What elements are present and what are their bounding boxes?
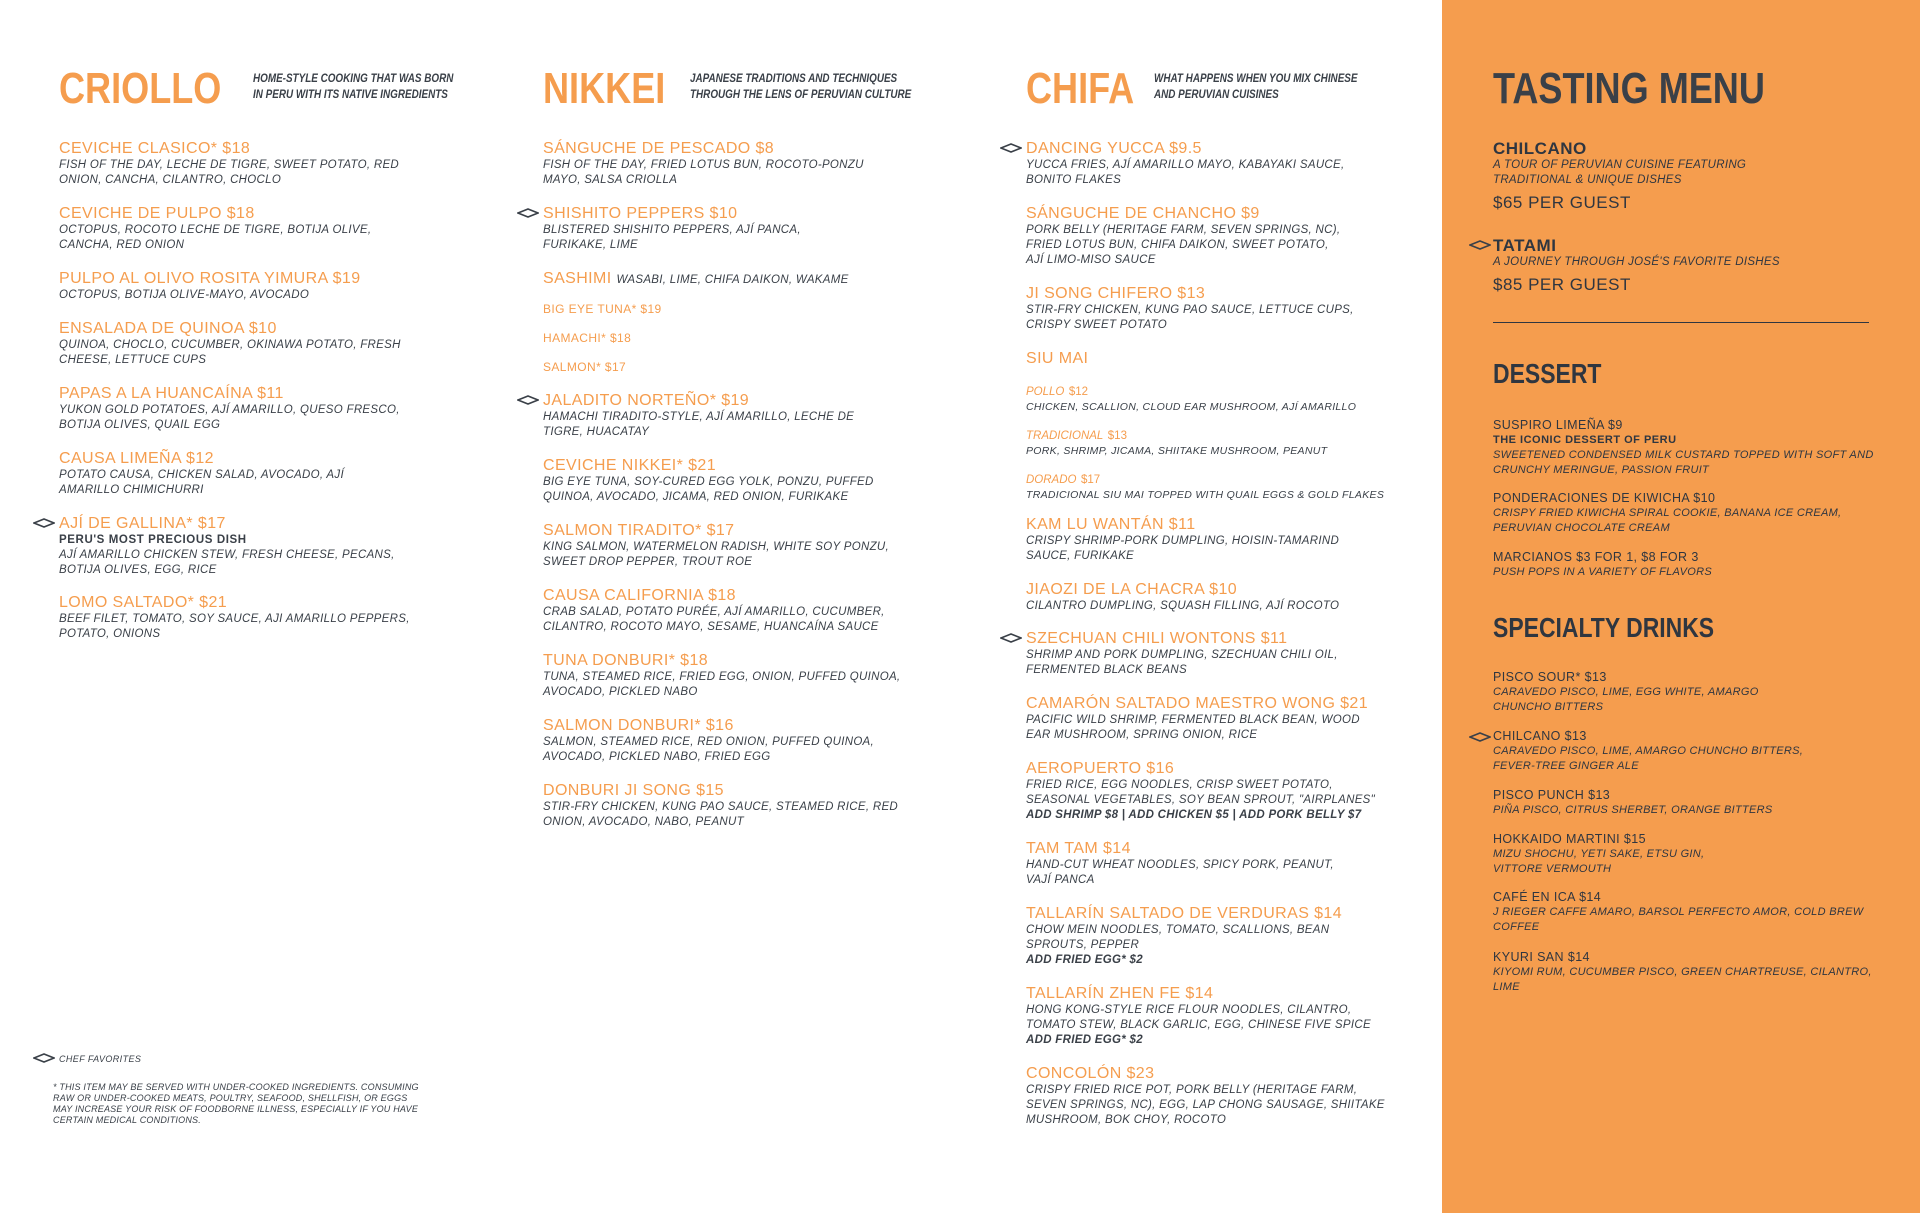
chef-favorite-icon xyxy=(1469,240,1491,250)
tasting-title: TASTING MENU xyxy=(1493,64,1765,113)
menu-item: PAPAS A LA HUANCAÍNA $11 YUKON GOLD POTATOES, AJÍ AMARILLO, QUESO FRESCO, BOTIJA OLIVES, QUAIL EGG xyxy=(59,385,400,431)
chef-favorite-icon xyxy=(1000,633,1022,643)
tasting-panel xyxy=(1442,0,1920,1213)
chef-favorite-icon xyxy=(517,208,539,218)
tasting-item: TATAMI A JOURNEY THROUGH JOSÉ'S FAVORITE DISHES $85 PER GUEST xyxy=(1493,237,1893,296)
menu-item: CAUSA LIMEÑA $12 POTATO CAUSA, CHICKEN SALAD, AVOCADO, AJÍ AMARILLO CHIMICHURRI xyxy=(59,450,344,496)
menu-item: DONBURI JI SONG $15 STIR-FRY CHICKEN, KUNG PAO SAUCE, STEAMED RICE, RED ONION, AVOCADO, NABO, PEANUT xyxy=(543,782,899,828)
menu-item: CEVICHE DE PULPO $18 OCTOPUS, ROCOTO LECHE DE TIGRE, BOTIJA OLIVE, CANCHA, RED ONION xyxy=(59,205,372,251)
drinks-title: SPECIALTY DRINKS xyxy=(1493,612,1715,643)
menu-item: TUNA DONBURI* $18 TUNA, STEAMED RICE, FRIED EGG, ONION, PUFFED QUINOA, AVOCADO, PICKLED NABO xyxy=(543,652,901,698)
disclaimer: * THIS ITEM MAY BE SERVED WITH UNDER-COOKED INGREDIENTS. CONSUMING RAW OR UNDER-COOKED MEATS, POULTRY, SEAFOOD, SHELLFISH, OR EGGS MAY INCREASE YOUR RISK OF FOODBORNE ILLNESS, ESPECIALLY IF YOU HAVE CERTAIN MEDICAL CONDITIONS. xyxy=(53,1082,419,1125)
chef-favorite-icon xyxy=(33,1053,55,1063)
dessert-item: MARCIANOS $3 FOR 1, $8 FOR 3 PUSH POPS IN A VARIETY OF FLAVORS xyxy=(1493,550,1712,578)
menu-item: CAMARÓN SALTADO MAESTRO WONG $21 PACIFIC WILD SHRIMP, FERMENTED BLACK BEAN, WOOD EAR MUSHROOM, SPRING ONION, RICE xyxy=(1026,695,1369,741)
criollo-header xyxy=(59,63,486,115)
drink-item: KYURI SAN $14 KIYOMI RUM, CUCUMBER PISCO, GREEN CHARTREUSE, CILANTRO, LIME xyxy=(1493,950,1872,993)
criollo-title: CRIOLLO xyxy=(59,64,222,113)
dessert-item: SUSPIRO LIMEÑA $9 THE ICONIC DESSERT OF PERU SWEETENED CONDENSED MILK CUSTARD TOPPED WITH SOFT AND CRUNCHY MERINGUE, PASSION FRUIT xyxy=(1493,418,1874,476)
menu-item: JIAOZI DE LA CHACRA $10 CILANTRO DUMPLING, SQUASH FILLING, AJÍ ROCOTO xyxy=(1026,581,1340,612)
nikkei-subtitle: JAPANESE TRADITIONS AND TECHNIQUES THROUGH THE LENS OF PERUVIAN CULTURE xyxy=(690,73,912,101)
tasting-item: CHILCANO A TOUR OF PERUVIAN CUISINE FEATURING TRADITIONAL & UNIQUE DISHES $65 PER GUEST xyxy=(1493,139,1747,212)
menu-item: CEVICHE CLASICO* $18 FISH OF THE DAY, LECHE DE TIGRE, SWEET POTATO, RED ONION, CANCHA, CILANTRO, CHOCLO xyxy=(59,140,400,186)
menu-item: TRADICIONAL $13 PORK, SHRIMP, JICAMA, SHIITAKE MUSHROOM, PEANUT xyxy=(1026,430,1328,457)
menu-item: SASHIMI WASABI, LIME, CHIFA DAIKON, WAKAME xyxy=(543,270,849,287)
chifa-header xyxy=(1026,63,1391,115)
chef-favorite-icon xyxy=(1000,143,1022,153)
menu-item: DORADO $17 TRADICIONAL SIU MAI TOPPED WITH QUAIL EGGS & GOLD FLAKES xyxy=(1026,474,1385,501)
menu-item: TAM TAM $14 HAND-CUT WHEAT NOODLES, SPICY PORK, PEANUT, VAJÍ PANCA xyxy=(1026,840,1334,886)
menu-item: JI SONG CHIFERO $13 STIR-FRY CHICKEN, KUNG PAO SAUCE, LETTUCE CUPS, CRISPY SWEET POTATO xyxy=(1026,285,1354,331)
menu-item: SIU MAI xyxy=(1026,350,1089,367)
menu-item: SZECHUAN CHILI WONTONS $11 SHRIMP AND PORK DUMPLING, SZECHUAN CHILI OIL, FERMENTED BLACK BEANS xyxy=(1026,630,1416,678)
chifa-subtitle: WHAT HAPPENS WHEN YOU MIX CHINESE AND PERUVIAN CUISINES xyxy=(1154,73,1358,101)
menu-item: SALMON TIRADITO* $17 KING SALMON, WATERMELON RADISH, WHITE SOY PONZU, SWEET DROP PEPPER, TROUT ROE xyxy=(543,522,890,568)
menu-item: TALLARÍN SALTADO DE VERDURAS $14 CHOW MEIN NOODLES, TOMATO, SCALLIONS, BEAN SPROUTS, PEPPER ADD FRIED EGG* $2 xyxy=(1026,905,1343,966)
menu-item: TALLARÍN ZHEN FE $14 HONG KONG-STYLE RICE FLOUR NOODLES, CILANTRO, TOMATO STEW, BLACK GARLIC, EGG, CHINESE FIVE SPICE ADD FRIED EGG* $2 xyxy=(1026,985,1371,1046)
menu-item: SALMON* $17 xyxy=(543,360,627,374)
legend: CHEF FAVORITES xyxy=(59,1054,141,1064)
drink-item: PISCO SOUR* $13 CARAVEDO PISCO, LIME, EGG WHITE, AMARGO CHUNCHO BITTERS xyxy=(1493,670,1759,713)
panel-divider xyxy=(1493,322,1869,323)
menu-item: ENSALADA DE QUINOA $10 QUINOA, CHOCLO, CUCUMBER, OKINAWA POTATO, FRESH CHEESE, LETTUCE CUPS xyxy=(59,320,401,366)
menu-item: CEVICHE NIKKEI* $21 BIG EYE TUNA, SOY-CURED EGG YOLK, PONZU, PUFFED QUINOA, AVOCADO, JICAMA, RED ONION, FURIKAKE xyxy=(543,457,874,503)
criollo-subtitle: HOME-STYLE COOKING THAT WAS BORN IN PERU WITH ITS NATIVE INGREDIENTS xyxy=(252,73,454,101)
chef-favorite-icon xyxy=(33,518,55,528)
menu-item: LOMO SALTADO* $21 BEEF FILET, TOMATO, SOY SAUCE, AJI AMARILLO PEPPERS, POTATO, ONIONS xyxy=(59,594,410,640)
menu-item: SÁNGUCHE DE PESCADO $8 FISH OF THE DAY, FRIED LOTUS BUN, ROCOTO-PONZU MAYO, SALSA CRIOLLA xyxy=(543,140,864,186)
nikkei-header xyxy=(543,63,947,115)
menu-item: SALMON DONBURI* $16 SALMON, STEAMED RICE, RED ONION, PUFFED QUINOA, AVOCADO, PICKLED NABO, FRIED EGG xyxy=(543,717,875,763)
chef-favorite-icon xyxy=(517,395,539,405)
menu-item: BIG EYE TUNA* $19 xyxy=(543,302,662,316)
tasting-header xyxy=(1493,63,1825,115)
drink-item: CHILCANO $13 CARAVEDO PISCO, LIME, AMARGO CHUNCHO BITTERS, FEVER-TREE GINGER ALE xyxy=(1493,729,1893,774)
dessert-item: PONDERACIONES DE KIWICHA $10 CRISPY FRIED KIWICHA SPIRAL COOKIE, BANANA ICE CREAM, PERUVIAN CHOCOLATE CREAM xyxy=(1493,491,1842,534)
nikkei-title: NIKKEI xyxy=(543,64,666,113)
menu-item: KAM LU WANTÁN $11 CRISPY SHRIMP-PORK DUMPLING, HOISIN-TAMARIND SAUCE, FURIKAKE xyxy=(1026,516,1340,562)
menu-item: CAUSA CALIFORNIA $18 CRAB SALAD, POTATO PURÉE, AJÍ AMARILLO, CUCUMBER, CILANTRO, ROCOTO MAYO, SESAME, HUANCAÍNA SAUCE xyxy=(543,587,885,633)
menu-item: AEROPUERTO $16 FRIED RICE, EGG NOODLES, CRISP SWEET POTATO, SEASONAL VEGETABLES, SOY BEAN SPROUT, "AIRPLANES" ADD SHRIMP $8 | ADD CHICKEN $5 | ADD PORK BELLY $7 xyxy=(1026,760,1376,821)
chifa-title: CHIFA xyxy=(1026,64,1135,113)
menu-item: PULPO AL OLIVO ROSITA YIMURA $19 OCTOPUS, BOTIJA OLIVE-MAYO, AVOCADO xyxy=(59,270,361,301)
chef-favorite-icon xyxy=(1469,732,1491,742)
menu-item: SHISHITO PEPPERS $10 BLISTERED SHISHITO PEPPERS, AJÍ PANCA, FURIKAKE, LIME xyxy=(543,205,913,253)
drink-item: HOKKAIDO MARTINI $15 MIZU SHOCHU, YETI SAKE, ETSU GIN, VITTORE VERMOUTH xyxy=(1493,832,1705,875)
menu-item: AJÍ DE GALLINA* $17 PERU'S MOST PRECIOUS DISH AJÍ AMARILLO CHICKEN STEW, FRESH CHEESE, PECANS, BOTIJA OLIVES, EGG, RICE xyxy=(59,515,459,578)
drink-item: CAFÉ EN ICA $14 J RIEGER CAFFE AMARO, BARSOL PERFECTO AMOR, COLD BREW COFFEE xyxy=(1493,890,1864,933)
menu-item: CONCOLÓN $23 CRISPY FRIED RICE POT, PORK BELLY (HERITAGE FARM, SEVEN SPRINGS, NC), EGG, LAP CHONG SAUSAGE, SHIITAKE MUSHROOM, BOK CHOY, ROCOTO xyxy=(1026,1065,1385,1126)
menu-item: SÁNGUCHE DE CHANCHO $9 PORK BELLY (HERITAGE FARM, SEVEN SPRINGS, NC), FRIED LOTUS BUN, CHIFA DAIKON, SWEET POTATO, AJÍ LIMO-MISO SAUCE xyxy=(1026,205,1341,266)
menu-item: JALADITO NORTEÑO* $19 HAMACHI TIRADITO-STYLE, AJÍ AMARILLO, LECHE DE TIGRE, HUACATAY xyxy=(543,392,913,440)
menu-item: DANCING YUCCA $9.5 YUCCA FRIES, AJÍ AMARILLO MAYO, KABAYAKI SAUCE, BONITO FLAKES xyxy=(1026,140,1416,188)
menu-item: POLLO $12 CHICKEN, SCALLION, CLOUD EAR MUSHROOM, AJÍ AMARILLO xyxy=(1026,386,1357,413)
drink-item: PISCO PUNCH $13 PIÑA PISCO, CITRUS SHERBET, ORANGE BITTERS xyxy=(1493,788,1773,816)
dessert-title: DESSERT xyxy=(1493,358,1602,389)
menu-item: HAMACHI* $18 xyxy=(543,331,632,345)
